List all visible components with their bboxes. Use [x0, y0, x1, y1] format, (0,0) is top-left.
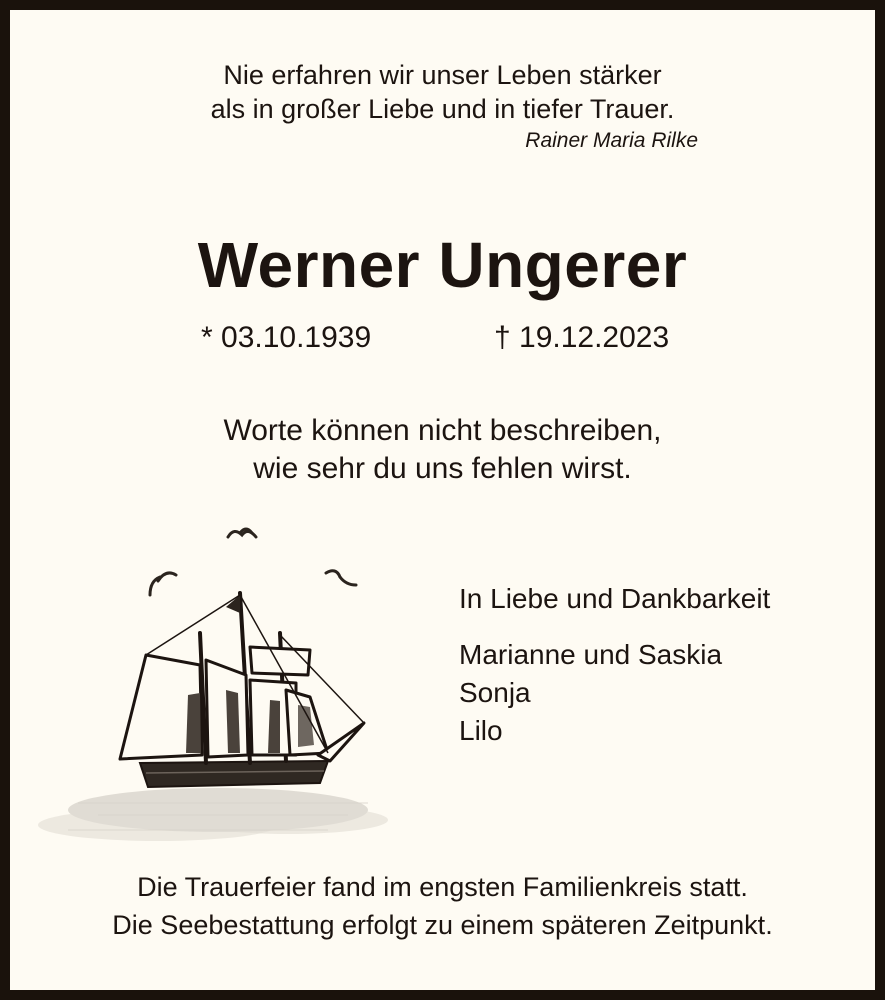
sailing-ship-with-seagulls-icon — [28, 515, 428, 855]
deceased-name: Werner Ungerer — [197, 229, 688, 301]
memorial-message — [10, 412, 875, 488]
funeral-notice-line-1: Die Trauerfeier fand im engsten Familienkreis statt. — [137, 872, 748, 902]
funeral-notice — [10, 868, 875, 944]
death-date: † 19.12.2023 — [494, 321, 670, 354]
quote-line-1: Nie erfahren wir unser Leben stärker — [223, 60, 662, 90]
mourner-name: Lilo — [459, 715, 503, 746]
birth-date: * 03.10.1939 — [201, 321, 372, 354]
quote-author: Rainer Maria Rilke — [525, 129, 698, 152]
memorial-message-line-2: wie sehr du uns fehlen wirst. — [253, 452, 632, 485]
funeral-notice-line-2: Die Seebestattung erfolgt zu einem späteren Zeitpunkt. — [112, 910, 773, 940]
obituary-card — [10, 10, 875, 990]
quote — [10, 58, 875, 126]
mourner-name: Marianne und Saskia — [459, 639, 723, 670]
memorial-message-line-1: Worte können nicht beschreiben, — [223, 414, 662, 447]
mourner-name: Sonja — [459, 677, 531, 708]
quote-line-2: als in großer Liebe und in tiefer Trauer. — [210, 94, 675, 124]
mourners-intro: In Liebe und Dankbarkeit — [459, 583, 771, 614]
mourners-list — [459, 636, 722, 750]
